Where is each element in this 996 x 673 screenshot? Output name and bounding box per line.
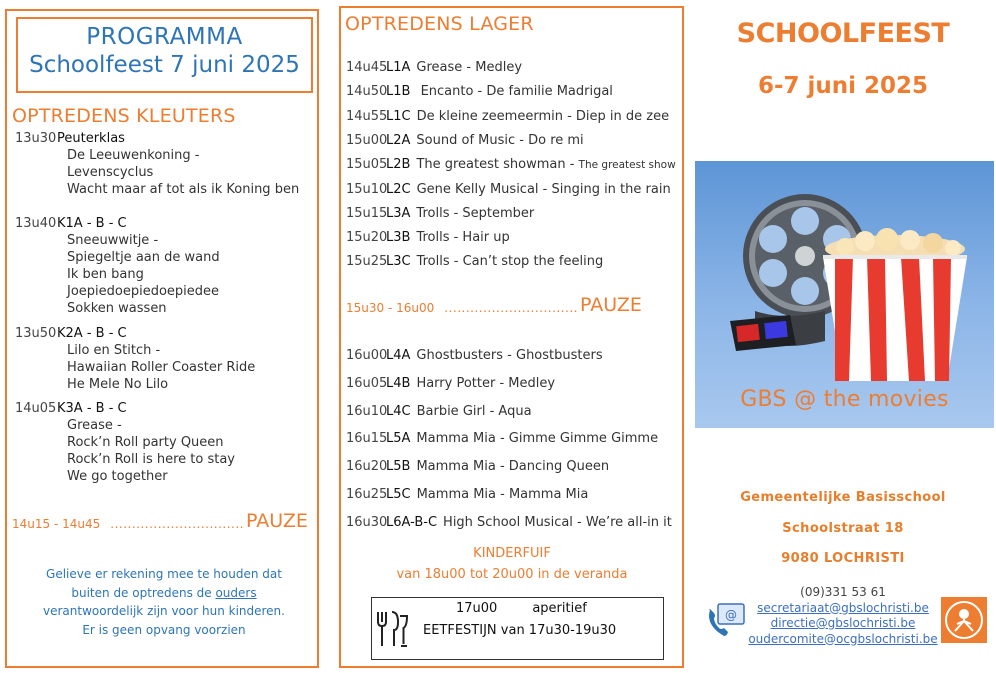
schedule-row [346, 404, 532, 419]
row-time: 15u00 [346, 132, 388, 148]
block-time: 13u40 [15, 216, 57, 231]
schedule-row [346, 515, 672, 530]
aperitief-time: 17u00 [456, 601, 498, 616]
row-class: L1B [386, 84, 411, 100]
programma-title-box [16, 17, 313, 93]
kleuters-block [15, 215, 220, 317]
note-line: verantwoordelijk zijn voor hun kinderen. [43, 604, 285, 618]
song-line: Sokken wassen [67, 301, 167, 316]
3d-glasses-icon [730, 315, 796, 351]
row-time: 16u05 [346, 375, 388, 391]
row-time: 15u20 [346, 230, 388, 246]
schedule-row [346, 254, 603, 269]
row-time: 16u00 [346, 348, 388, 363]
row-time: 16u10 [346, 403, 388, 419]
song-line: De Leeuwenkoning - [67, 148, 200, 163]
schedule-row [346, 487, 588, 502]
programma-subtitle: Schoolfeest 7 juni 2025 [29, 52, 300, 78]
row-class: L5B [386, 459, 411, 475]
pauze-label: PAUZE [246, 510, 308, 532]
row-title: Grease - Medley [416, 60, 523, 75]
eetfestijn-row: EETFESTIJN van 17u30-19u30 [423, 623, 617, 638]
kinderfuif [340, 543, 684, 585]
row-class: L1A [386, 60, 411, 75]
song-line: Hawaiian Roller Coaster Ride [67, 360, 256, 375]
row-title: Encanto - De familie Madrigal [416, 84, 613, 100]
song-line: We go together [67, 469, 168, 484]
kleuters-heading: OPTREDENS KLEUTERS [12, 105, 236, 127]
block-group: K3A - B - C [57, 401, 127, 416]
school-street: Schoolstraat 18 [782, 521, 904, 536]
row-time: 15u25 [346, 254, 388, 270]
row-class: L2B [386, 157, 411, 173]
song-line: Lilo en Stitch - [67, 343, 161, 358]
pauze-time: 15u30 - 16u00 [346, 301, 435, 315]
song-line: Grease - [67, 418, 122, 433]
pauze-label: PAUZE [580, 294, 642, 316]
song-line: He Mele No Lilo [67, 377, 169, 392]
schedule-row [346, 230, 510, 245]
row-time: 16u30 [346, 514, 388, 530]
row-class: L3C [386, 254, 411, 270]
song-line: Ik ben bang [67, 267, 144, 282]
school-logo [941, 597, 987, 643]
note-line: Er is geen opvang voorzien [82, 622, 246, 637]
schedule-row [346, 376, 555, 391]
cover-title: SCHOOLFEEST [736, 18, 950, 49]
pauze-dots: ............................... [444, 301, 578, 315]
row-title: Ghostbusters - Ghostbusters [416, 348, 603, 363]
row-title: Trolls - September [416, 205, 535, 221]
row-time: 14u55 [346, 108, 388, 124]
row-time: 14u50 [346, 84, 388, 100]
phone-email-icon [706, 600, 746, 638]
schedule-row [346, 431, 658, 446]
block-time: 13u50 [15, 326, 57, 341]
aperitief-label: aperitief [532, 601, 587, 616]
kinderfuif-title: KINDERFUIF [473, 546, 551, 561]
row-title: Mamma Mia - Gimme Gimme Gimme [416, 431, 659, 447]
school-logo-icon [941, 597, 987, 643]
row-time: 16u25 [346, 487, 388, 502]
parents-note [14, 565, 314, 639]
note-underlined-word: ouders [215, 585, 257, 600]
note-text: buiten de optredens de [71, 585, 216, 600]
schedule-row [346, 459, 609, 474]
schedule-row [346, 157, 676, 172]
row-title: Mamma Mia - Dancing Queen [416, 459, 610, 475]
block-group: Peuterklas [57, 131, 125, 146]
row-class: L5A [386, 431, 411, 447]
song-line: Rock’n Roll party Queen [67, 435, 224, 450]
kleuters-pauze [12, 512, 308, 531]
school-city: 9080 LOCHRISTI [781, 551, 905, 566]
song-line: Spiegeltje aan de wand [67, 250, 220, 265]
row-time: 14u45 [346, 60, 388, 75]
row-title: The greatest showman - [416, 157, 579, 173]
row-class: L2A [386, 132, 411, 148]
row-time: 16u15 [346, 431, 388, 447]
block-time: 13u30 [15, 131, 57, 146]
note-line [14, 584, 314, 603]
poster-caption: GBS @ the movies [740, 387, 949, 412]
song-line: Joepiedoepiedoepiedee [67, 284, 220, 299]
row-title: Harry Potter - Medley [416, 375, 556, 391]
kleuters-block [15, 400, 235, 485]
school-name: Gemeentelijke Basisschool [740, 490, 946, 505]
note-line: Gelieve er rekening mee te houden dat [46, 567, 282, 581]
schedule-row [346, 60, 522, 75]
popcorn-icon [823, 228, 967, 381]
email-link-oudercomite[interactable]: oudercomite@ocgbslochristi.be [748, 631, 938, 646]
row-class: L2C [386, 181, 411, 197]
eetfestijn-box [371, 597, 664, 660]
row-time: 15u05 [346, 157, 388, 173]
row-title: De kleine zeemeermin - Diep in de zee [416, 108, 670, 124]
email-link-secretariaat[interactable]: secretariaat@gbslochristi.be [757, 600, 929, 615]
kleuters-block [15, 325, 255, 393]
pauze-time: 14u15 - 14u45 [12, 517, 101, 531]
row-title: High School Musical - We’re all-in it [443, 514, 672, 530]
programma-title: PROGRAMMA [86, 24, 243, 50]
contact-block [730, 585, 956, 647]
row-class: L6A-B-C [386, 514, 438, 530]
song-line: Levenscyclus [67, 165, 154, 180]
block-group: K1A - B - C [57, 216, 127, 231]
lager-heading: OPTREDENS LAGER [345, 13, 534, 35]
block-time: 14u05 [15, 401, 57, 416]
row-title: Sound of Music - Do re mi [416, 132, 584, 148]
row-title: Trolls - Can’t stop the feeling [416, 254, 604, 270]
block-group: K2A - B - C [57, 326, 127, 341]
row-title: Barbie Girl - Aqua [416, 403, 532, 419]
cover-date: 6-7 juni 2025 [757, 73, 929, 99]
email-link-directie[interactable]: directie@gbslochristi.be [770, 616, 916, 630]
schedule-row [346, 133, 584, 148]
row-time: 15u15 [346, 205, 388, 221]
row-title-small: The greatest show [578, 159, 676, 172]
row-class: L4A [386, 348, 411, 363]
schedule-row [346, 109, 669, 124]
kinderfuif-time: van 18u00 tot 20u00 in de veranda [396, 567, 628, 582]
pauze-dots: ............................... [110, 517, 244, 531]
schedule-row [346, 84, 613, 99]
schedule-row [346, 206, 534, 221]
row-title: Gene Kelly Musical - Singing in the rain [416, 181, 671, 197]
row-time: 16u20 [346, 459, 388, 475]
song-line: Wacht maar af tot als ik Koning ben [67, 182, 300, 197]
row-title: Trolls - Hair up [416, 230, 510, 246]
row-class: L3A [386, 205, 411, 221]
schedule-row [346, 182, 671, 197]
phone-number: (09)331 53 61 [800, 585, 886, 599]
song-line: Sneeuwwitje - [67, 233, 159, 248]
aperitief-row [456, 601, 587, 616]
movie-poster [695, 161, 994, 428]
schedule-row [346, 348, 603, 363]
row-class: L4C [386, 403, 411, 419]
row-time: 15u10 [346, 181, 388, 197]
song-line: Rock’n Roll is here to stay [67, 452, 235, 467]
svg-text:@: @ [725, 608, 737, 622]
row-class: L4B [386, 375, 411, 391]
row-class: L3B [386, 230, 411, 246]
cutlery-glass-icon [374, 608, 408, 650]
kleuters-block [15, 130, 299, 198]
lager-pauze [346, 296, 642, 315]
row-class: L1C [386, 108, 411, 124]
row-class: L5C [386, 487, 411, 502]
row-title: Mamma Mia - Mamma Mia [416, 487, 589, 502]
